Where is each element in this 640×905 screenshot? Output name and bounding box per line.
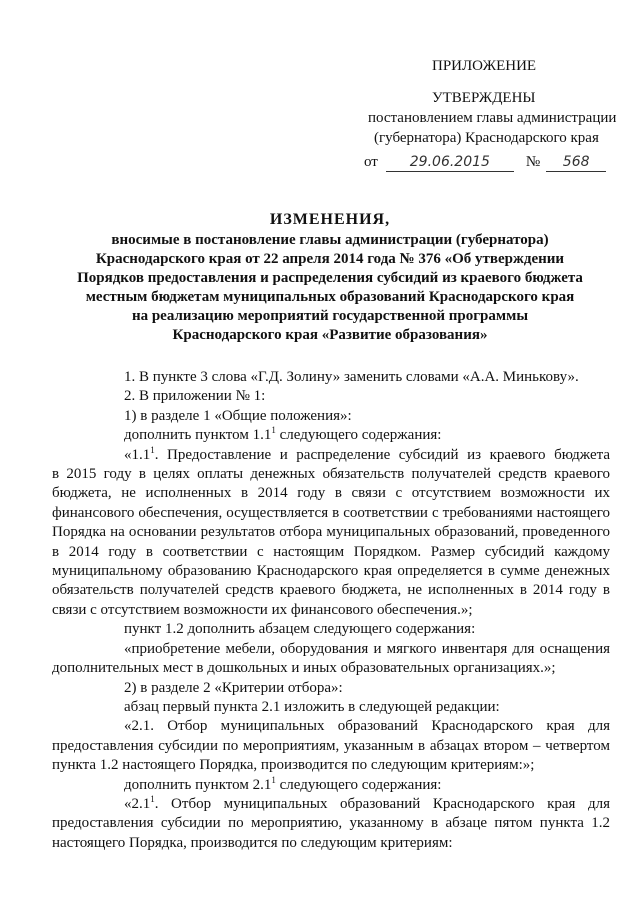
- from-label: от: [364, 154, 378, 170]
- document-body: [52, 368, 610, 853]
- title-line-3: Порядков предоставления и распределения субсидий из краевого бюджета: [77, 270, 583, 286]
- title-line-4: местным бюджетам муниципальных образований Краснодарского края: [85, 289, 575, 305]
- paragraph-9: абзац первый пункта 2.1 изложить в следующей редакции:: [124, 698, 500, 715]
- title-line-1: вносимые в постановление главы администрации (губернатора): [111, 232, 549, 248]
- paragraph-8: 2) в разделе 2 «Критерии отбора»:: [124, 679, 343, 696]
- paragraph-11: дополнить пунктом $2.1^1$ следующего содержания:: [124, 774, 442, 793]
- title-main: ИЗМЕНЕНИЯ,: [269, 211, 391, 228]
- appendix-label: ПРИЛОЖЕНИЕ: [432, 58, 537, 74]
- title-line-6: Краснодарского края «Развитие образования»: [172, 327, 488, 343]
- number-label: №: [525, 154, 541, 170]
- approval-line-1: постановлением главы администрации: [368, 110, 617, 126]
- approved-label: УТВЕРЖДЕНЫ: [432, 90, 536, 106]
- paragraph-2: 2. В приложении № 1:: [124, 388, 266, 405]
- approval-line-2: (губернатора) Краснодарского края: [374, 130, 599, 146]
- paragraph-7: «приобретение мебели, оборудования и мягкого инвентаря для оснащения дополнительных мест в дошкольных и иных образовательных организациях.»;: [52, 640, 610, 677]
- paragraph-6: пункт 1.2 дополнить абзацем следующего содержания:: [124, 621, 476, 638]
- handwritten-number: 568: [546, 153, 606, 172]
- title-line-5: на реализацию мероприятий государственной программы: [131, 308, 529, 324]
- paragraph-5-first-line: «$1.1^1$. Предоставление и распределение субсидий из краевого бюджета: [124, 444, 610, 463]
- paragraph-10: «2.1. Отбор муниципальных образований Краснодарского края для предоставления субсидии по мероприятиям, указанным в абзацах втором – четвертом пункта 1.2 настоящего Порядка, производится по следующим критериям:»;: [52, 718, 610, 774]
- title-line-2: Краснодарского края от 22 апреля 2014 года № 376 «Об утверждении: [95, 251, 565, 267]
- paragraph-5-body: в 2015 году в целях оплаты денежных обязательств получателей средств краевого бюджета, не исполненных в 2014 году в связи с отсутствием возможности их финансового обеспечения, осуществляется в соответствии с требованиями настоящего Порядка на основании результатов отбора муниципальных образований, проведенного в 2014 году в соответствии с настоящим Порядком. Размер субсидий каждому муниципальному образованию Краснодарского края определяется в сумме денежных обязательств получателей средств краевого бюджета, не исполненных в 2014 году в связи с отсутствием возможности их финансового обеспечения.»;: [52, 466, 610, 618]
- approval-block: [360, 56, 617, 172]
- paragraph-4: дополнить пунктом $1.1^1$ следующего содержания:: [124, 425, 442, 444]
- handwritten-date: 29.06.2015: [386, 153, 514, 172]
- paragraph-3: 1) в разделе 1 «Общие положения»:: [124, 407, 352, 424]
- document-title: [50, 210, 610, 345]
- paragraph-1: 1. В пункте 3 слова «Г.Д. Золину» заменить словами «А.А. Минькову».: [124, 369, 579, 385]
- paragraph-12: «$2.1^1$. Отбор муниципальных образований Краснодарского края для предоставления субсидии по мероприятию, указанному в абзаце пятом пункта 1.2 настоящего Порядка, производится по следующим критериям:: [52, 793, 610, 851]
- approval-date-line: [360, 148, 610, 172]
